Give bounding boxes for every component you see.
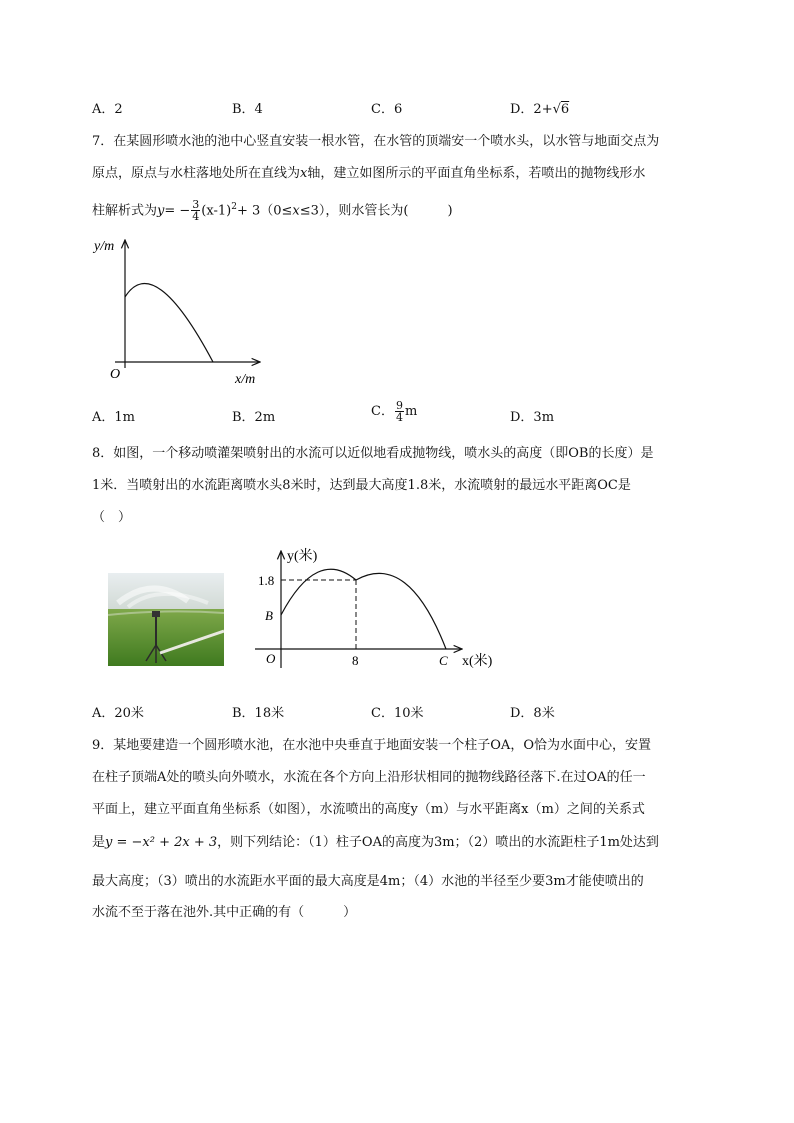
q6-option-a: A．2 xyxy=(92,102,123,117)
q8-peak-y-label: 1.8 xyxy=(258,573,275,588)
q7-line-2-x: x xyxy=(300,166,308,181)
q7-option-c-prefix: C． xyxy=(371,404,394,419)
q9-line-4-b: ，则下列结论：（1）柱子OA的高度为3m；（2）喷出的水流距柱子1m处达到 xyxy=(217,835,659,850)
sprinkler-photo xyxy=(108,573,224,666)
q8-line-1: 8．如图，一个移动喷灌架喷射出的水流可以近似地看成抛物线，喷水头的高度（即OB的长度）是 xyxy=(92,446,654,461)
q7-eq-sup: 2 xyxy=(231,202,237,212)
q7-y-label: y/m xyxy=(94,239,115,254)
q6-option-d-radicand: 6 xyxy=(560,102,570,117)
q7-eq-y: y xyxy=(157,203,165,219)
q7-option-d: D．3m xyxy=(510,410,555,425)
q8-option-d: D．8米 xyxy=(510,706,555,721)
q7-eq-paren: (x-1) xyxy=(201,203,232,219)
q8-line-3: （ ） xyxy=(92,510,132,525)
q7-graph xyxy=(90,228,270,393)
q9-line-4 xyxy=(92,835,659,851)
q7-line-3-x: x xyxy=(292,203,300,219)
q8-y-label: y(米) xyxy=(287,549,318,564)
q8-graph xyxy=(250,543,510,678)
q7-line-3-b: + 3（0≤ xyxy=(236,203,293,219)
q7-option-c-fraction xyxy=(395,400,404,423)
q9-line-6: 水流不至于落在池外.其中正确的有（ ） xyxy=(92,905,357,920)
q7-eq-sign: = − xyxy=(164,203,191,219)
q8-origin: O xyxy=(266,651,276,666)
q7-option-c-num: 9 xyxy=(395,399,403,412)
sqrt-icon: √ xyxy=(552,102,561,117)
q9-line-2: 在柱子顶端A处的喷头向外喷水，水流在各个方向上沿形状相同的抛物线路径落下.在过OA的任一 xyxy=(92,770,646,785)
q7-fraction xyxy=(191,199,200,222)
q8-option-b: B．18米 xyxy=(232,706,285,721)
q7-line-2-a: 原点，原点与水柱落地处所在直线为 xyxy=(92,166,301,181)
q6-option-d xyxy=(510,102,569,118)
q7-line-3 xyxy=(92,199,453,222)
q7-frac-den: 4 xyxy=(192,210,200,224)
q9-line-4-a: 是 xyxy=(92,835,106,850)
q8-peak-x-label: 8 xyxy=(352,653,359,668)
q6-option-c: C．6 xyxy=(371,102,403,117)
q8-c-label: C xyxy=(439,653,448,668)
q8-parabola xyxy=(281,569,446,649)
q6-option-b: B．4 xyxy=(232,102,263,117)
q7-line-3-c: ≤3），则水管长为( ) xyxy=(299,203,453,219)
q7-option-a: A．1m xyxy=(92,410,135,425)
q7-option-c xyxy=(371,400,417,423)
q6-option-d-prefix: D．2+ xyxy=(510,102,553,117)
q9-equation: y = −x² + 2x + 3 xyxy=(105,835,218,850)
q9-line-3: 平面上，建立平面直角坐标系（如图），水流喷出的高度y（m）与水平距离x（m）之间的关系式 xyxy=(92,802,645,817)
q8-option-a: A．20米 xyxy=(92,706,144,721)
q9-line-5: 最大高度；（3）喷出的水流距水平面的最大高度是4m；（4）水池的半径至少要3m才能使喷出的 xyxy=(92,874,644,889)
q8-option-c: C．10米 xyxy=(371,706,424,721)
q7-origin: O xyxy=(110,367,121,382)
q9-line-1: 9．某地要建造一个圆形喷水池，在水池中央垂直于地面安装一个柱子OA，O恰为水面中心，安置 xyxy=(92,738,651,753)
q7-x-label: x/m xyxy=(235,372,256,387)
q7-line-1: 7．在某圆形喷水池的池中心竖直安装一根水管，在水管的顶端安一个喷水头，以水管与地面交点为 xyxy=(92,134,660,149)
q7-frac-num: 3 xyxy=(192,198,200,212)
q7-line-3-a: 柱解析式为 xyxy=(92,203,158,219)
q8-b-label: B xyxy=(265,608,273,623)
q7-option-c-unit: m xyxy=(404,404,418,419)
q7-parabola xyxy=(125,284,213,362)
q7-line-2-b: 轴，建立如图所示的平面直角坐标系，若喷出的抛物线形水 xyxy=(307,166,646,181)
q8-line-2: 1米．当喷射出的水流距离喷水头8米时，达到最大高度1.8米，水流喷射的最远水平距离OC是 xyxy=(92,478,631,493)
q8-x-label: x(米) xyxy=(462,654,493,669)
q7-line-2 xyxy=(92,166,645,182)
q7-option-c-den: 4 xyxy=(395,411,403,424)
q7-option-b: B．2m xyxy=(232,410,276,425)
